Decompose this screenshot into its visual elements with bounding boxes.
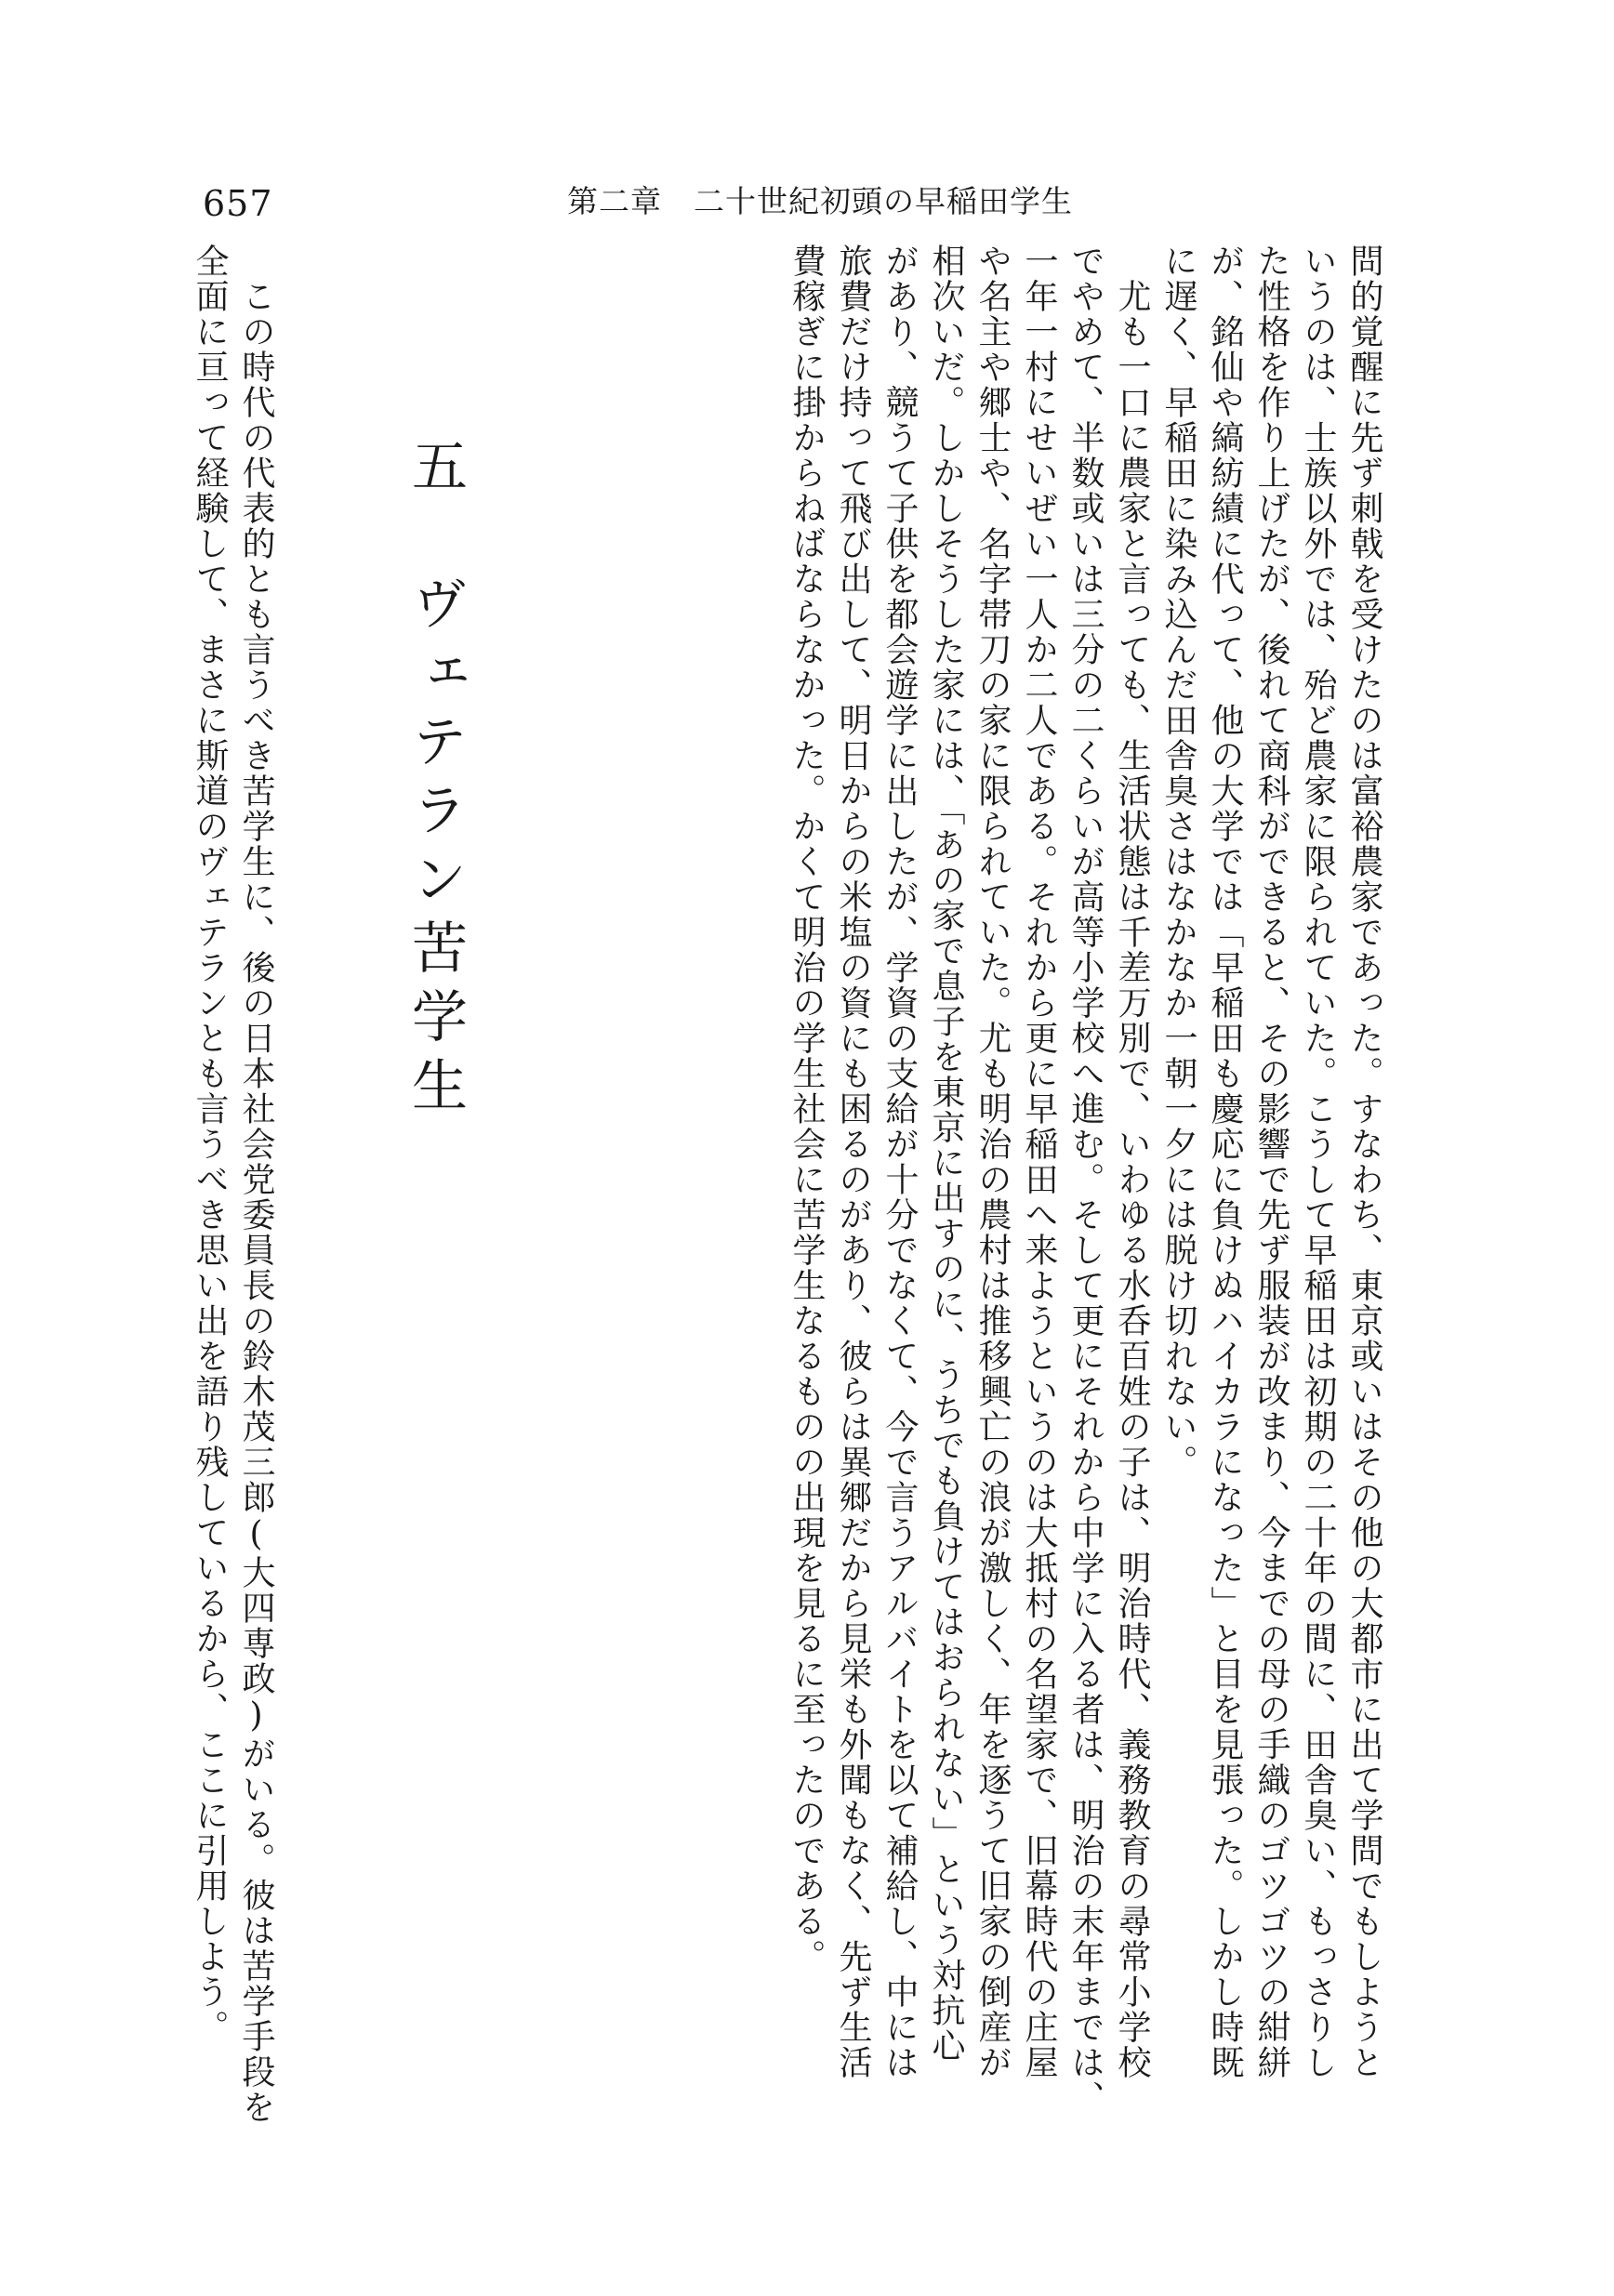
- text-line: 旅費だけ持って飛び出して、明日からの米塩の資にも困るのがあり、彼らは異郷だから見栄も外聞もなく、先ず生活: [834, 244, 872, 2080]
- page-number: 657: [203, 183, 273, 224]
- text-line: に遅く、早稲田に染み込んだ田舎臭さはなかなか一朝一夕には脱け切れない。: [1159, 244, 1197, 1480]
- section-heading: 五 ヴェテラン苦学生: [403, 437, 468, 1125]
- text-line: いうのは、士族以外では、殆ど農家に限られていた。こうして早稲田は初期の二十年の間に、田舎臭い、もっさりし: [1299, 244, 1337, 2080]
- text-line: た性格を作り上げたが、後れて商科ができると、その影響で先ず服装が改まり、今までの母の手織のゴツゴツの紺絣: [1252, 244, 1290, 2080]
- upper-text-block: [783, 244, 1387, 2116]
- text-line: でやめて、半数或いは三分の二くらいが高等小学校へ進む。そして更にそれから中学に入る者は、明治の末年までは、: [1066, 244, 1105, 2116]
- text-line: 相次いだ。しかしそうした家には、「あの家で息子を東京に出すのに、うちでも負けてはおられない」という対抗心: [927, 244, 965, 2064]
- text-line: があり、競うて子供を都会遊学に出したが、学資の支給が十分でなくて、今で言うアルバイトを以て補給し、中には: [880, 244, 919, 2080]
- running-head: 第二章 二十世紀初頭の早稲田学生: [567, 183, 1073, 219]
- text-line: が、銘仙や縞紡績に代って、他の大学では「早稲田も慶応に負けぬハイカラになった」と目を見張った。しかし時既: [1206, 244, 1244, 2080]
- text-line: 費稼ぎに掛からねばならなかった。かくて明治の学生社会に苦学生なるものの出現を見るに至ったのである。: [787, 244, 826, 1974]
- text-line: この時代の代表的とも言うべき苦学生に、後の日本社会党委員長の鈴木茂三郎(大四専政)がいる。彼は苦学手段を: [237, 279, 275, 2125]
- text-line: 尤も一口に農家と言っても、生活状態は千差万別で、いわゆる水呑百姓の子は、明治時代、義務教育の尋常小学校: [1113, 279, 1151, 2080]
- text-line: 全面に亘って経験して、まさに斯道のヴェテランとも言うべき思い出を語り残しているから、ここに引用しよう。: [191, 244, 229, 2045]
- lower-text-block: [186, 244, 279, 2125]
- text-line: 一年一村にせいぜい一人か二人である。それから更に早稲田へ来ようというのは大抵村の名望家で、旧幕時代の庄屋: [1020, 244, 1058, 2080]
- text-line: や名主や郷士や、名字帯刀の家に限られていた。尤も明治の農村は推移興亡の浪が激しく、年を逐うて旧家の倒産が: [973, 244, 1012, 2080]
- text-line: 問的覚醒に先ず刺戟を受けたのは富裕農家であった。すなわち、東京或いはその他の大都市に出て学問でもしようと: [1345, 244, 1383, 2080]
